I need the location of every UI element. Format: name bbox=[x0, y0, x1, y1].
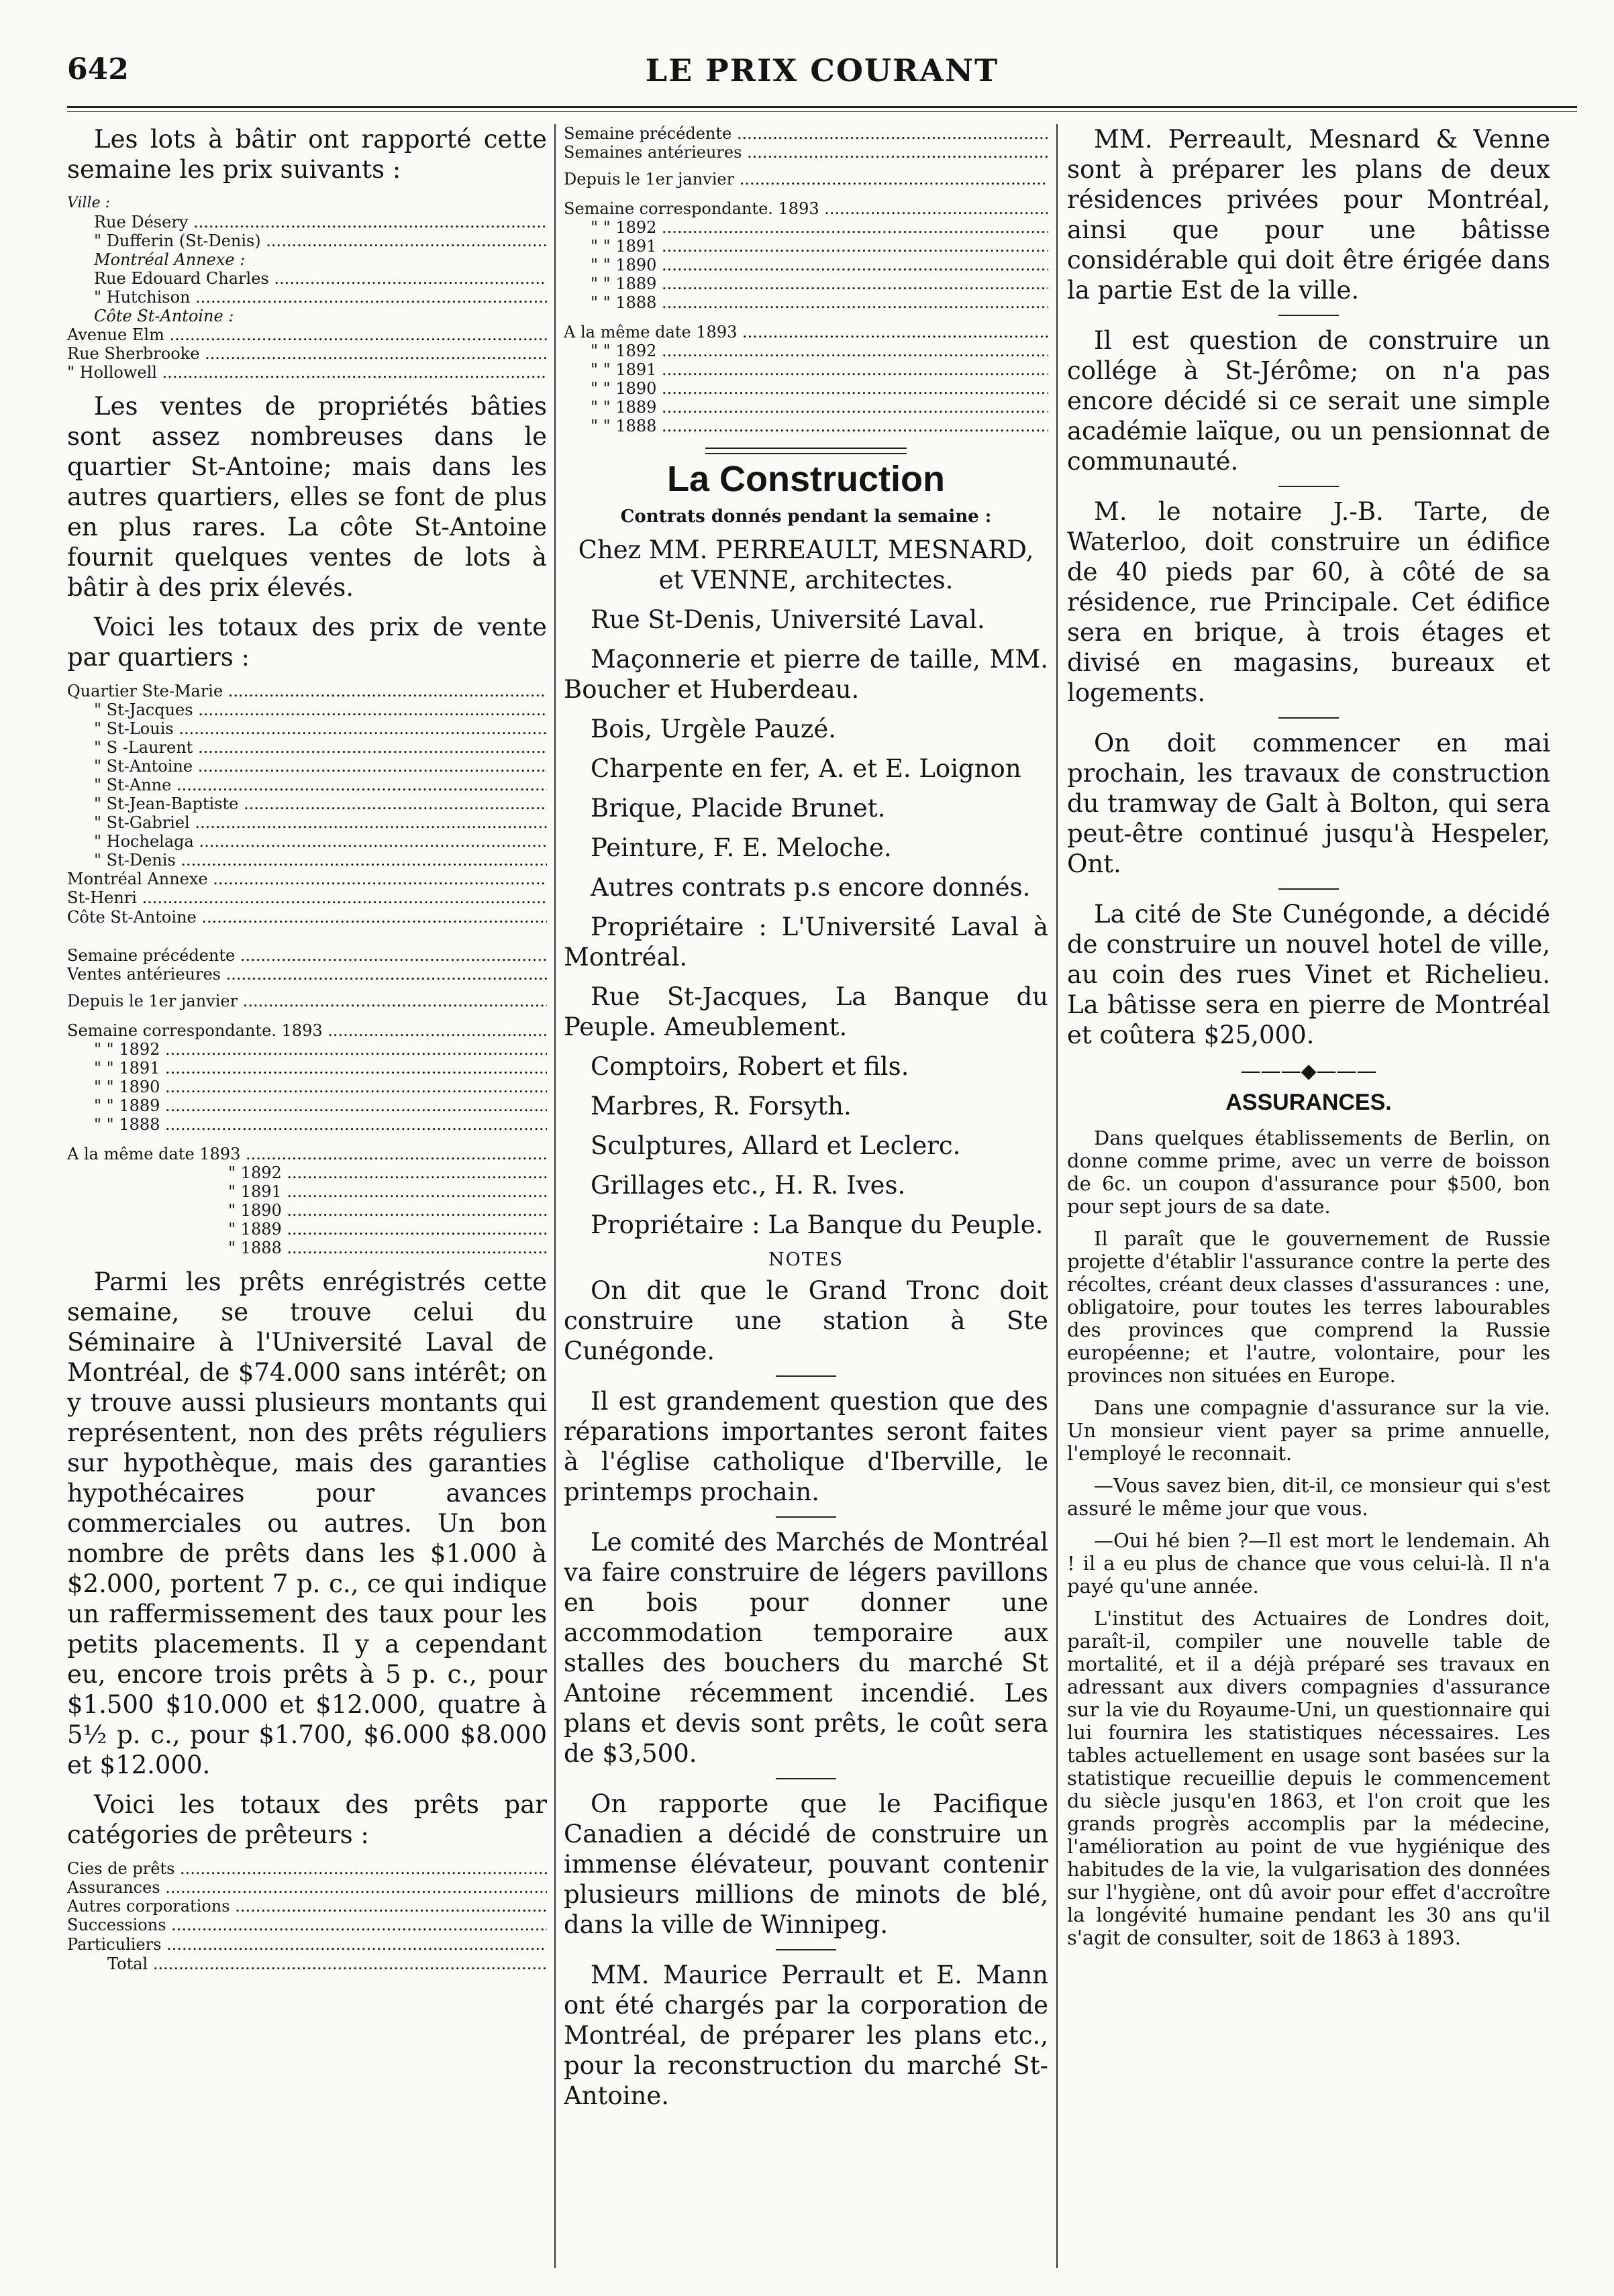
table-row bbox=[67, 1145, 547, 1163]
row-label: " 1889 ..... bbox=[67, 1220, 547, 1239]
row-label: " " 1889 ..... bbox=[564, 274, 1048, 293]
table-row bbox=[67, 700, 547, 719]
row-label: Semaine précédente ..... bbox=[564, 124, 1048, 143]
assurance-paragraph: Dans quelques établissements de Berlin, on donne comme prime, avec un verre de boisson de 6c. un coupon d'assurance pour $500, bon pour sept jours de sa date. bbox=[1067, 1127, 1550, 1218]
note-paragraph: Le comité des Marchés de Montréal va faire construire de légers pavillons en bois pour donner une accommodation temporaire aux stalles des bouchers du marché St Antoine récemment incendié. Les plans et devis sont prêts, le coût sera de $3,500. bbox=[564, 1528, 1048, 1768]
table-row bbox=[67, 325, 547, 344]
note-paragraph: On rapporte que le Pacifique Canadien a décidé de construire un immense élévateur, pouvant contenir plusieurs millions de minots de blé, dans la ville de Winnipeg. bbox=[564, 1789, 1048, 1939]
row-label: " St-Louis ..... bbox=[67, 719, 547, 738]
table-row bbox=[564, 417, 1048, 435]
contract-line: Rue St-Jacques, La Banque du Peuple. Ameublement. bbox=[564, 982, 1048, 1041]
table-row bbox=[67, 307, 547, 325]
note-paragraph: Il est question de construire un collége à St-Jérôme; on n'a pas encore décidé si ce serait une simple académie laïque, ou un pensionnat de communauté. bbox=[1067, 326, 1550, 476]
row-label: Rue Sherbrooke ..... bbox=[67, 344, 547, 363]
row-label: " " 1891 ..... bbox=[564, 360, 1048, 379]
row-label: " St-Anne ..... bbox=[67, 776, 547, 794]
lots-intro: Les lots à bâtir ont rapporté cette semaine les prix suivants : bbox=[67, 125, 547, 184]
table-row bbox=[67, 250, 547, 269]
table-row bbox=[67, 363, 547, 382]
notes-title: NOTES bbox=[768, 1249, 844, 1270]
separator-rule bbox=[776, 1516, 836, 1518]
construction-subtitle: Contrats donnés pendant la semaine : bbox=[620, 507, 992, 527]
note-paragraph: M. le notaire J.-B. Tarte, de Waterloo, doit construire un édifice de 40 pieds par 60, à côté de sa résidence, rue Principale. Cet édifice sera en brique, à trois étages et divisé en magasins, bureaux et logements. bbox=[1067, 497, 1550, 707]
row-label: A la même date 1893 ..... bbox=[67, 1145, 547, 1163]
meme-date-table bbox=[67, 1145, 547, 1257]
row-label: Côte St-Antoine : bbox=[94, 307, 234, 325]
assurance-paragraph: —Vous savez bien, dit-il, ce monsieur qui s'est assuré le même jour que vous. bbox=[1067, 1474, 1550, 1520]
contract-line: Propriétaire : La Banque du Peuple. bbox=[591, 1210, 1044, 1239]
row-label: " " 1891 ..... bbox=[67, 1059, 547, 1078]
table-row bbox=[67, 813, 547, 832]
corresp-table bbox=[67, 1021, 547, 1134]
contract-line: Rue St-Denis, Université Laval. bbox=[591, 605, 985, 634]
depuis2-label: Depuis le 1er janvier ..... bbox=[564, 169, 1048, 189]
architects-line: Chez MM. PERREAULT, MESNARD, et VENNE, architectes. bbox=[578, 535, 1034, 594]
row-label: Semaine correspondante. 1893 ..... bbox=[564, 199, 1048, 218]
table-row bbox=[564, 323, 1048, 342]
contract-line: Marbres, R. Forsyth. bbox=[591, 1092, 852, 1120]
table-row bbox=[564, 256, 1048, 274]
header-rule-thin bbox=[67, 111, 1577, 112]
table-row bbox=[564, 274, 1048, 293]
row-label: Cies de prêts ..... bbox=[67, 1859, 547, 1878]
note-paragraph: On dit que le Grand Tronc doit construire une station à Ste Cunégonde. bbox=[564, 1276, 1048, 1365]
note-paragraph: Il est grandement question que des réparations importantes seront faites à l'église catholique d'Iberville, le printemps prochain. bbox=[564, 1387, 1048, 1506]
table-row bbox=[67, 1021, 547, 1040]
page-header bbox=[67, 52, 1577, 99]
separator-rule bbox=[776, 1778, 836, 1779]
contract-line: Charpente en fer, A. et E. Loignon bbox=[591, 754, 1021, 783]
table-row bbox=[67, 1897, 547, 1916]
table-row bbox=[564, 218, 1048, 237]
table-row bbox=[564, 237, 1048, 256]
separator-rule bbox=[1278, 717, 1339, 719]
contract-line: Maçonnerie et pierre de taille, MM. Boucher et Huberdeau. bbox=[564, 645, 1048, 704]
table-row bbox=[67, 832, 547, 851]
quartiers-table bbox=[67, 682, 547, 984]
row-label: Semaine correspondante. 1893 ..... bbox=[67, 1021, 547, 1040]
row-label: " St-Antoine ..... bbox=[67, 757, 547, 776]
totaux-paragraph: Voici les totaux des prix de vente par quartiers : bbox=[67, 613, 547, 672]
column-divider bbox=[1056, 124, 1058, 2268]
row-label: Autres corporations ..... bbox=[67, 1897, 547, 1916]
contracts-list-1 bbox=[564, 605, 1048, 972]
note-paragraph: MM. Perreault, Mesnard & Venne sont à préparer les plans de deux résidences privées pour Montréal, ainsi que pour une bâtisse considérable qui doit être érigée dans la partie Est de la ville. bbox=[1067, 125, 1550, 305]
section-rule bbox=[705, 448, 907, 454]
note-paragraph: MM. Maurice Perrault et E. Mann ont été chargés par la corporation de Montréal, de préparer les plans etc., pour la reconstruction du marché St-Antoine. bbox=[564, 1961, 1048, 2110]
table-row bbox=[67, 1916, 547, 1934]
row-label: " 1890 ..... bbox=[67, 1201, 547, 1220]
assurances-list bbox=[1067, 1127, 1550, 1949]
table-row bbox=[67, 851, 547, 870]
note-paragraph: On doit commencer en mai prochain, les travaux de construction du tramway de Galt à Bolton, qui sera peut-être continué jusqu'à Hespeler, Ont. bbox=[1067, 729, 1550, 878]
row-label: " 1888 ..... bbox=[67, 1239, 547, 1257]
row-label: " " 1888 ..... bbox=[67, 1115, 547, 1134]
preteurs-table bbox=[67, 1859, 547, 1973]
row-label: Successions ..... bbox=[67, 1916, 547, 1934]
table-row bbox=[67, 1201, 547, 1220]
column-right bbox=[1067, 124, 1550, 2271]
table-row bbox=[67, 757, 547, 776]
ornament-divider: ———◆——— bbox=[1240, 1059, 1377, 1083]
row-label: Quartier Ste-Marie ..... bbox=[67, 682, 547, 700]
row-label: " 1891 ..... bbox=[67, 1182, 547, 1201]
row-label: " S -Laurent ..... bbox=[67, 738, 547, 757]
page-number: 642 bbox=[67, 52, 129, 87]
row-label: " " 1890 ..... bbox=[67, 1078, 547, 1096]
row-label: " 1892 ..... bbox=[67, 1163, 547, 1182]
lots-rows bbox=[67, 213, 547, 382]
table-row bbox=[564, 342, 1048, 360]
separator-rule bbox=[1278, 486, 1339, 487]
row-label: Semaine précédente ..... bbox=[67, 946, 547, 965]
row-label: " " 1892 ..... bbox=[564, 342, 1048, 360]
lots-header-left: Ville : bbox=[67, 195, 111, 211]
column-divider bbox=[554, 124, 556, 2268]
row-label: Assurances ..... bbox=[67, 1878, 547, 1897]
table-row bbox=[67, 888, 547, 907]
table-row bbox=[67, 1096, 547, 1115]
table-row bbox=[67, 344, 547, 363]
column-left bbox=[67, 124, 547, 2271]
journal-title: LE PRIX COURANT bbox=[645, 52, 999, 89]
table-row bbox=[67, 907, 547, 927]
table-row bbox=[67, 1163, 547, 1182]
separator-rule bbox=[1278, 888, 1339, 890]
table-row bbox=[67, 776, 547, 794]
table-row bbox=[67, 231, 547, 250]
assurances-title: ASSURANCES. bbox=[1225, 1090, 1392, 1115]
contract-line: Peinture, F. E. Meloche. bbox=[591, 833, 892, 862]
table-row bbox=[67, 946, 547, 965]
row-label: Semaines antérieures ..... bbox=[564, 143, 1048, 162]
table-row bbox=[67, 269, 547, 288]
contracts-list-2 bbox=[564, 982, 1048, 1240]
preteurs-total-label: Total ..... bbox=[67, 1954, 547, 1973]
table-row bbox=[67, 1040, 547, 1059]
row-label: Montréal Annexe : bbox=[94, 250, 246, 269]
row-label: Avenue Elm ..... bbox=[67, 325, 547, 344]
table-row bbox=[564, 143, 1048, 162]
column-middle bbox=[564, 124, 1048, 2271]
row-label: " St-Gabriel ..... bbox=[67, 813, 547, 832]
row-label: " " 1890 ..... bbox=[564, 379, 1048, 398]
table-row bbox=[67, 738, 547, 757]
table-row bbox=[67, 1859, 547, 1878]
assurance-paragraph: —Oui hé bien ?—Il est mort le lendemain. Ah ! il a eu plus de chance que vous celui-là. Il n'a payé qu'une année. bbox=[1067, 1529, 1550, 1598]
table-row bbox=[67, 1220, 547, 1239]
ventes-paragraph: Les ventes de propriétés bâties sont assez nombreuses dans le quartier St-Antoine; mais dans les autres quartiers, elles se font de plus en plus rares. La côte St-Antoine fournit quelques ventes de lots à bâtir à des prix élevés. bbox=[67, 392, 547, 602]
notes-right-list bbox=[1067, 124, 1550, 1050]
row-label: " Dufferin (St-Denis) ..... bbox=[67, 231, 547, 250]
row-label: " " 1888 ..... bbox=[564, 417, 1048, 435]
row-label: Rue Edouard Charles ..... bbox=[67, 269, 547, 288]
table-row bbox=[67, 1115, 547, 1134]
row-label: Ventes antérieures ..... bbox=[67, 965, 547, 984]
contract-line: Bois, Urgèle Pauzé. bbox=[591, 715, 837, 743]
table-row bbox=[564, 360, 1048, 379]
row-label: " " 1889 ..... bbox=[67, 1096, 547, 1115]
lots-table bbox=[67, 194, 547, 382]
row-label: " " 1889 ..... bbox=[564, 398, 1048, 417]
contract-line: Brique, Placide Brunet. bbox=[591, 794, 886, 823]
contract-line: Propriétaire : L'Université Laval à Montréal. bbox=[564, 912, 1048, 972]
contract-line: Autres contrats p.s encore donnés. bbox=[591, 873, 1031, 902]
row-label: Rue Désery ..... bbox=[67, 213, 547, 231]
row-label: Côte St-Antoine ..... bbox=[67, 907, 547, 927]
row-label: " " 1892 ..... bbox=[67, 1040, 547, 1059]
row-label: Montréal Annexe ..... bbox=[67, 870, 547, 888]
row-label: " Hollowell ..... bbox=[67, 363, 547, 382]
contract-line: Grillages etc., H. R. Ives. bbox=[591, 1171, 906, 1200]
row-label: " St-Jean-Baptiste ..... bbox=[67, 794, 547, 813]
row-label: " St-Denis ..... bbox=[67, 851, 547, 870]
totaux-prets-paragraph: Voici les totaux des prêts par catégories de prêteurs : bbox=[67, 1790, 547, 1849]
table-row bbox=[67, 682, 547, 700]
corresp2-table bbox=[564, 199, 1048, 312]
row-label: " St-Jacques ..... bbox=[67, 700, 547, 719]
row-label: St-Henri ..... bbox=[67, 888, 547, 907]
table-row bbox=[67, 1878, 547, 1897]
prets-paragraph: Parmi les prêts enrégistrés cette semaine, se trouve celui du Séminaire à l'Université Laval de Montréal, de $74.000 sans intérêt; on y trouve aussi plusieurs montants qui représentent, non des prêts réguliers sur hypothèque, mais des garanties hypothécaires pour avances commerciales ou autres. Un bon nombre de prêts dans les $1.000 à $2.000, portent 7 p. c., ce qui indique un raffermissement des taux pour les petits placements. Il y a cependant eu, encore trois prêts à 5 p. c., pour $1.500 $10.000 et $12.000, quatre à 5½ p. c., pour $1.700, $6.000 $8.000 et $12.000. bbox=[67, 1267, 547, 1779]
meme2-table bbox=[564, 323, 1048, 435]
depuis-table bbox=[67, 990, 547, 1010]
table-row bbox=[67, 1239, 547, 1257]
assurance-paragraph: L'institut des Actuaires de Londres doit, paraît-il, compiler une nouvelle table de mortalité, et il a déjà préparé ses travaux en adressant aux divers compagnies d'assurance sur la vie du Royaume-Uni, un questionnaire qui lui fournira les statistiques nécessaires. Les tables actuellement en usage sont basées sur la statistique recueillie depuis le commencement du siècle jusqu'en 1863, et l'on croit que les grands progrès accomplis par la médecine, l'amélioration au point de vue hygiénique des habitudes de la vie, la vulgarisation des données sur l'hygiène, ont dû avoir pour effet d'accroître la longévité humaine pendant les 30 ans qu'il s'agit de consulter, soit de 1863 à 1893. bbox=[1067, 1607, 1550, 1949]
depuis-label: Depuis le 1er janvier ..... bbox=[67, 991, 547, 1010]
separator-rule bbox=[1278, 315, 1339, 316]
construction-title: La Construction bbox=[667, 459, 945, 499]
table-row bbox=[67, 1934, 547, 1954]
table-row bbox=[67, 1078, 547, 1096]
row-label: " Hutchison ..... bbox=[67, 288, 547, 307]
table-row bbox=[67, 288, 547, 307]
table-row bbox=[564, 379, 1048, 398]
assurance-paragraph: Dans une compagnie d'assurance sur la vie. Un monsieur vient payer sa prime annuelle, l'employé le reconnait. bbox=[1067, 1396, 1550, 1465]
assurance-paragraph: Il paraît que le gouvernement de Russie projette d'établir l'assurance contre la perte des récoltes, créant deux classes d'assurances : une, obligatoire, pour toutes les terres labourables des provinces que comprend la Russie européenne; et l'autre, volontaire, pour les provinces non situées en Europe. bbox=[1067, 1227, 1550, 1387]
row-label: Particuliers ..... bbox=[67, 1934, 547, 1954]
depuis2-table bbox=[564, 168, 1048, 189]
row-label: " " 1890 ..... bbox=[564, 256, 1048, 274]
separator-rule bbox=[776, 1375, 836, 1377]
header-rule bbox=[67, 106, 1577, 108]
row-label: " " 1891 ..... bbox=[564, 237, 1048, 256]
table-row bbox=[67, 1059, 547, 1078]
table-row bbox=[67, 965, 547, 984]
separator-rule bbox=[776, 1949, 836, 1950]
notes-list bbox=[564, 1275, 1048, 2111]
table-row bbox=[67, 1182, 547, 1201]
contract-line: Sculptures, Allard et Leclerc. bbox=[591, 1131, 961, 1160]
table-row bbox=[564, 199, 1048, 218]
row-label: " " 1888 ..... bbox=[564, 293, 1048, 312]
table-row bbox=[67, 794, 547, 813]
table-row bbox=[564, 124, 1048, 143]
note-paragraph: La cité de Ste Cunégonde, a décidé de construire un nouvel hotel de ville, au coin des rues Vinet et Richelieu. La bâtisse sera en pierre de Montréal et coûtera $25,000. bbox=[1067, 900, 1550, 1049]
table-row bbox=[67, 213, 547, 231]
row-label: " Hochelaga ..... bbox=[67, 832, 547, 851]
contract-line: Comptoirs, Robert et fils. bbox=[591, 1052, 909, 1081]
table-row bbox=[67, 719, 547, 738]
table-row bbox=[67, 870, 547, 888]
row-label: " " 1892 ..... bbox=[564, 218, 1048, 237]
row-label: A la même date 1893 ..... bbox=[564, 323, 1048, 342]
table-row bbox=[564, 293, 1048, 312]
semaine2-table bbox=[564, 124, 1048, 162]
table-row bbox=[564, 398, 1048, 417]
